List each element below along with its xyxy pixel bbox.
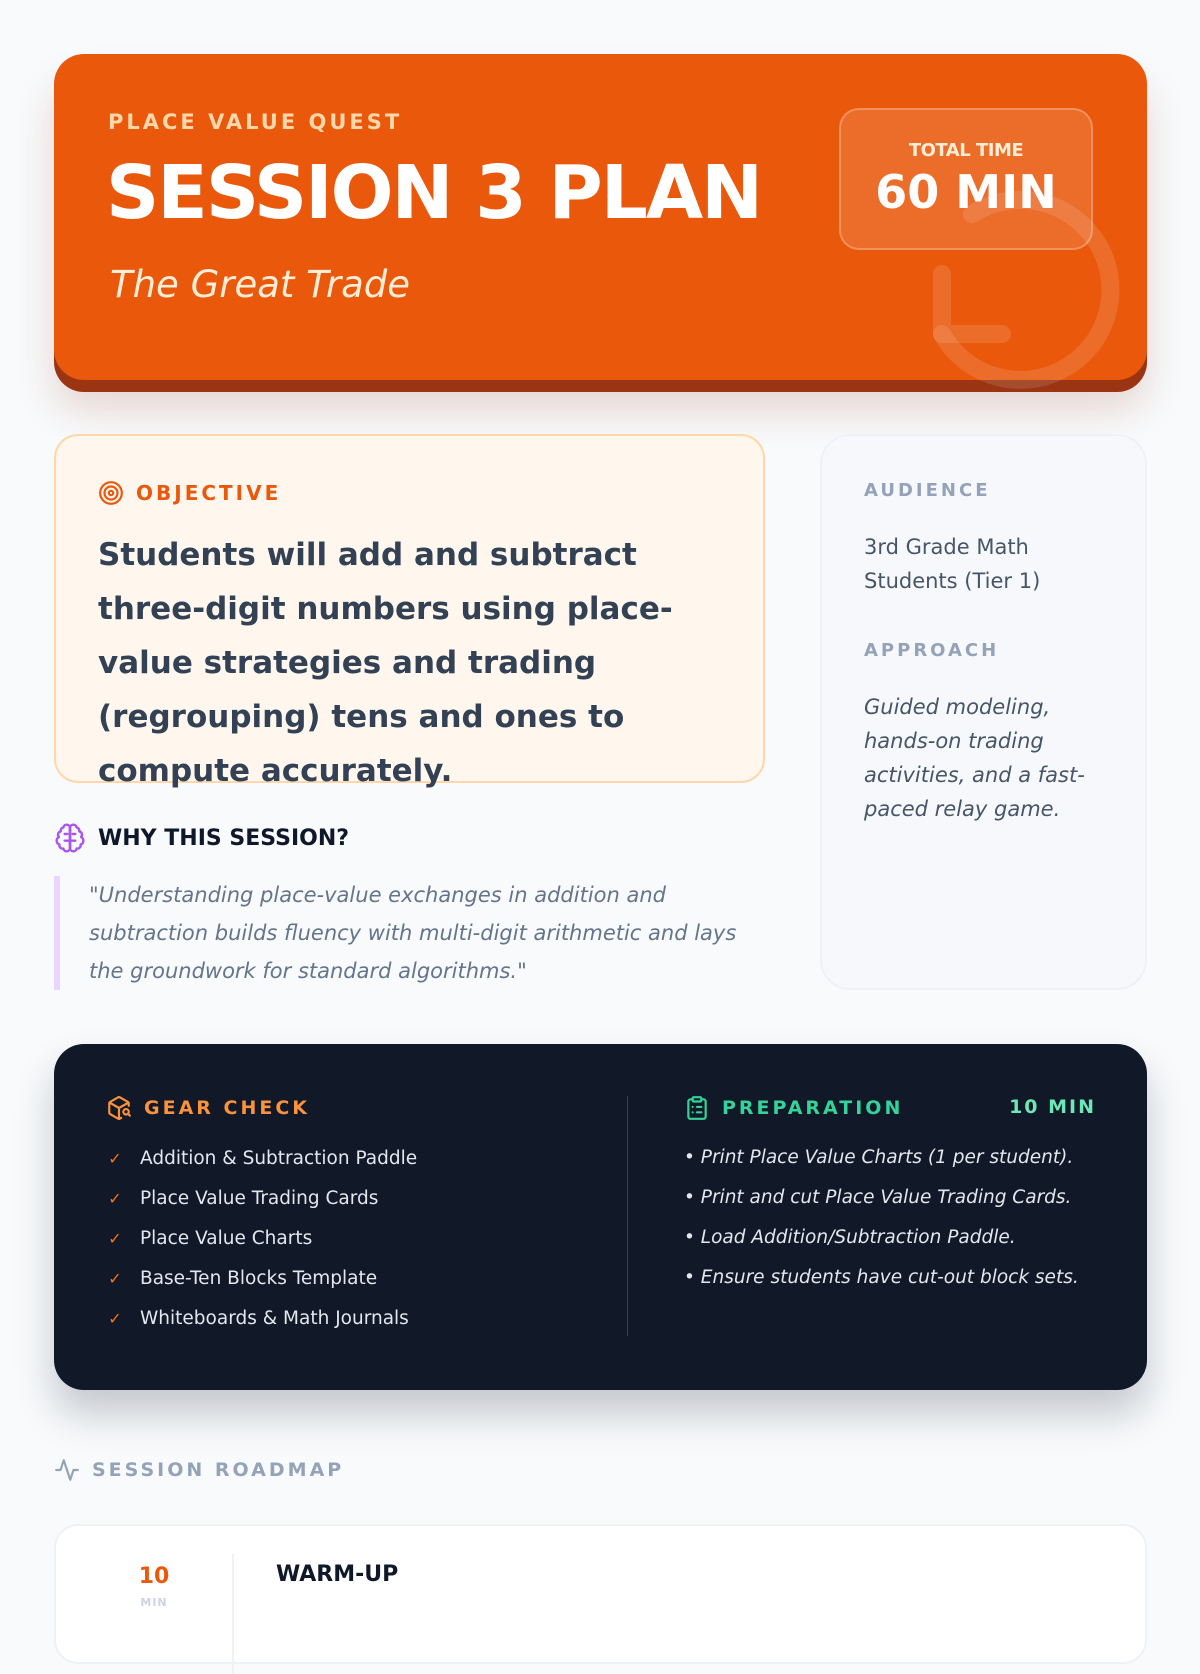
list-item (106, 1298, 606, 1338)
package-search-icon (106, 1095, 132, 1121)
objective-label: OBJECTIVE (136, 481, 282, 505)
step-divider (232, 1554, 234, 1674)
why-header (54, 822, 349, 854)
list-item: • Print and cut Place Value Trading Cards. (684, 1187, 1072, 1208)
gear-item-label: Whiteboards & Math Journals (140, 1307, 409, 1329)
check-icon: ✓ (108, 1308, 122, 1328)
list-item (106, 1178, 606, 1218)
step-time: 10 (138, 1564, 170, 1589)
step-time-unit: MIN (140, 1596, 168, 1609)
check-icon: ✓ (108, 1188, 122, 1208)
approach-text: Guided modeling, hands-on trading activities, and a fast-paced relay game. (864, 695, 1085, 821)
gear-list (106, 1138, 606, 1338)
list-item (106, 1258, 606, 1298)
gear-item-label: Base-Ten Blocks Template (140, 1267, 378, 1289)
audience-text: 3rd Grade Math Students (Tier 1) (864, 535, 1041, 593)
check-icon: ✓ (108, 1228, 122, 1248)
page-title: SESSION 3 PLAN (106, 150, 762, 236)
objective-header (98, 480, 281, 506)
roadmap-header (54, 1457, 344, 1483)
objective-card (54, 434, 765, 789)
check-icon: ✓ (108, 1268, 122, 1288)
gear-item-label: Place Value Trading Cards (140, 1187, 379, 1209)
clipboard-list-icon (684, 1095, 710, 1121)
gear-item-label: Place Value Charts (140, 1227, 313, 1249)
course-eyebrow: PLACE VALUE QUEST (108, 110, 403, 134)
gear-check-label: GEAR CHECK (144, 1097, 311, 1119)
activity-icon (54, 1457, 80, 1483)
gear-preparation-panel (54, 1044, 1147, 1390)
gear-check-column (106, 1096, 606, 1338)
objective-text: Students will add and subtract three-digit numbers using place-value strategies and trading (regrouping) tens and ones to compute accurately. (98, 537, 673, 789)
column-divider (627, 1096, 628, 1336)
list-item: • Ensure students have cut-out block sets. (684, 1267, 1079, 1288)
total-time-label: TOTAL TIME (908, 140, 1024, 161)
gear-item-label: Addition & Subtraction Paddle (140, 1147, 418, 1169)
gear-check-header (106, 1096, 606, 1120)
session-header (54, 54, 1147, 380)
step-title: WARM-UP (276, 1562, 399, 1587)
roadmap-label: SESSION ROADMAP (92, 1459, 345, 1481)
audience-label: AUDIENCE (864, 480, 991, 501)
target-icon (98, 480, 124, 506)
list-item: • Print Place Value Charts (1 per student). (684, 1147, 1074, 1168)
preparation-label: PREPARATION (722, 1097, 904, 1119)
preparation-time: 10 MIN (1009, 1096, 1096, 1118)
preparation-list (684, 1138, 1096, 1298)
audience-card (820, 434, 1147, 990)
why-quote: "Understanding place-value exchanges in addition and subtraction builds fluency with multi-digit arithmetic and lays the groundwork for standard algorithms." (54, 876, 754, 990)
total-time-badge (839, 108, 1093, 250)
check-icon: ✓ (108, 1148, 122, 1168)
list-item: • Load Addition/Subtraction Paddle. (684, 1227, 1016, 1248)
approach-label: APPROACH (864, 640, 1000, 661)
preparation-column (684, 1096, 1096, 1298)
session-subtitle: The Great Trade (110, 263, 411, 306)
brain-icon (54, 822, 86, 854)
roadmap-step-card (54, 1524, 1147, 1664)
total-time-value: 60 MIN (875, 165, 1057, 219)
why-label: WHY THIS SESSION? (98, 825, 350, 851)
list-item (106, 1218, 606, 1258)
list-item (106, 1138, 606, 1178)
